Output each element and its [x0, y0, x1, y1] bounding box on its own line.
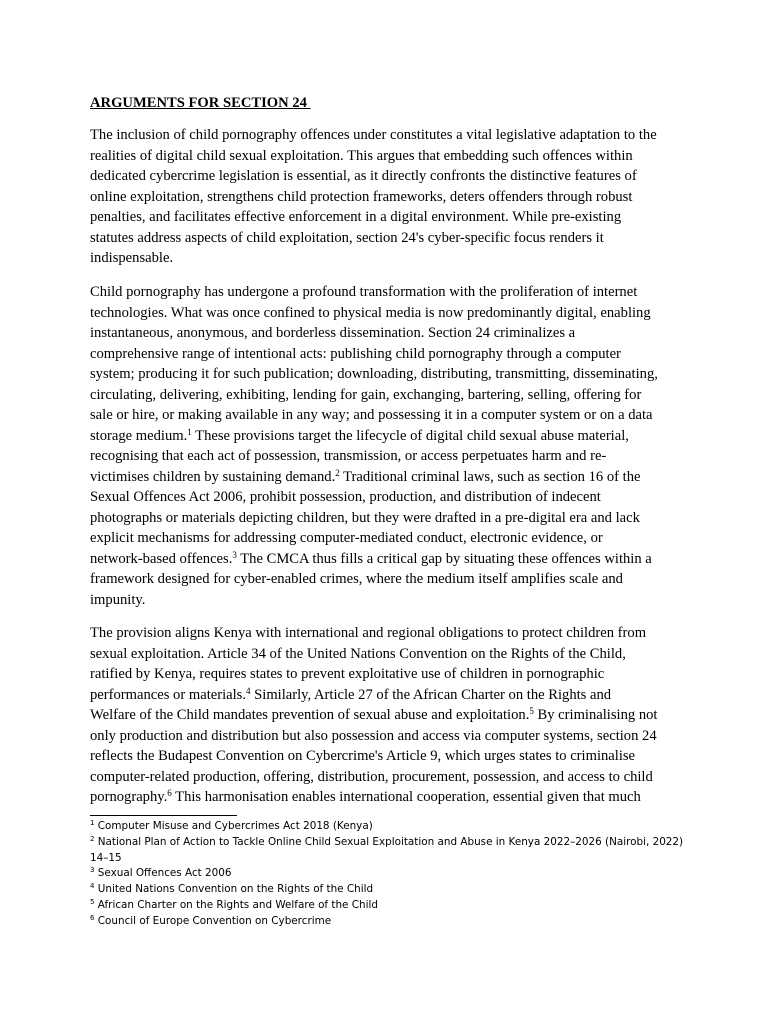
text-run: Welfare of the Child mandates prevention of sexual abuse and exploitation. — [90, 707, 530, 723]
text-line: recognising that each act of possession, transmission, or access perpetuates harm and re- — [90, 448, 607, 464]
text-line: Child pornography has undergone a profound transformation with the proliferation of internet — [90, 284, 638, 300]
text-run: These provisions target the lifecycle of digital child sexual abuse material, — [191, 427, 629, 444]
text-line — [90, 549, 690, 570]
text-line: ratified by Kenya, requires states to prevent exploitative use of children in pornographic — [90, 666, 605, 682]
text-line: online exploitation, strengthens child protection frameworks, deters offenders through robust — [90, 188, 633, 205]
text-run: storage medium. — [90, 427, 188, 444]
footnote-6 — [90, 914, 690, 930]
text-line — [90, 685, 690, 706]
text-run: victimises children by sustaining demand. — [90, 468, 336, 485]
footnote-2 — [90, 835, 690, 851]
text-line: indispensable. — [90, 250, 174, 266]
text-line: The inclusion of child pornography offences under constitutes a vital legislative adaptation to the — [90, 127, 657, 143]
footnote-ref[interactable]: 6 — [167, 788, 172, 798]
text-line: technologies. What was once confined to physical media is now predominantly digital, enabling — [90, 304, 651, 321]
footnote-ref[interactable]: 1 — [187, 426, 192, 437]
text-line: system; producing it for such publication; downloading, distributing, transmitting, disseminating, — [90, 366, 658, 382]
footnote-ref[interactable]: 5 — [529, 706, 534, 716]
footnote-number: 4 — [90, 882, 95, 891]
text-line: circulating, delivering, exhibiting, lending for gain, exchanging, bartering, selling, offering for — [90, 386, 642, 403]
footnote-text: United Nations Convention on the Rights of the Child — [97, 883, 374, 896]
footnote-text: African Charter on the Rights and Welfare of the Child — [97, 898, 378, 911]
footnote-number: 1 — [90, 819, 95, 827]
text-line: explicit mechanisms for addressing computer-mediated conduct, electronic evidence, or — [90, 530, 603, 546]
text-run: The CMCA thus fills a critical gap by situating these offences within a — [236, 550, 652, 567]
text-line: realities of digital child sexual exploitation. This argues that embedding such offences within — [90, 147, 633, 164]
footnote-number: 3 — [90, 866, 95, 875]
footnote-2-continued: 14–15 — [90, 851, 122, 864]
paragraph-international-obligations — [90, 623, 690, 808]
text-run: By criminalising not — [533, 707, 658, 723]
footnote-separator — [90, 815, 237, 816]
footnote-text: National Plan of Action to Tackle Online Child Sexual Exploitation and Abuse in Kenya 2022–2026 (Nairobi, 2022) — [97, 835, 684, 848]
text-run: Similarly, Article 27 of the African Charter on the Rights and — [250, 686, 612, 703]
footnote-number: 2 — [90, 834, 95, 843]
footnotes — [90, 819, 690, 930]
text-line: computer-related production, offering, distribution, procurement, possession, and access to child — [90, 768, 653, 785]
text-line: dedicated cybercrime legislation is essential, as it directly confronts the distinctive features of — [90, 168, 637, 184]
text-line: statutes address aspects of child exploitation, section 24's cyber-specific focus renders it — [90, 229, 604, 246]
footnote-number: 6 — [90, 913, 95, 922]
section-heading: ARGUMENTS FOR SECTION 24 — [90, 95, 311, 111]
text-line: impunity. — [90, 591, 146, 608]
text-line: penalties, and facilitates effective enforcement in a digital environment. While pre-existing — [90, 209, 622, 225]
footnote-text: Sexual Offences Act 2006 — [97, 867, 232, 880]
text-line — [90, 426, 690, 447]
footnote-3 — [90, 866, 690, 882]
footnote-text: Council of Europe Convention on Cybercrime — [97, 914, 332, 927]
paragraph-intro — [90, 125, 690, 269]
text-run: Traditional criminal laws, such as section 16 of the — [339, 468, 641, 485]
text-run: pornography. — [90, 789, 168, 805]
text-line: sexual exploitation. Article 34 of the United Nations Convention on the Rights of the Child, — [90, 645, 626, 662]
footnote-number: 5 — [90, 897, 95, 906]
text-line — [90, 705, 690, 726]
footnote-ref[interactable]: 2 — [335, 467, 340, 478]
footnote-ref[interactable]: 4 — [246, 685, 251, 696]
text-line — [90, 467, 690, 488]
footnote-text: Computer Misuse and Cybercrimes Act 2018 (Kenya) — [97, 820, 373, 832]
text-line: sale or hire, or making available in any way; and possessing it in a computer system or on a data — [90, 407, 653, 423]
text-line: comprehensive range of intentional acts: publishing child pornography through a computer — [90, 345, 621, 362]
footnote-4 — [90, 882, 690, 898]
text-line: reflects the Budapest Convention on Cybercrime's Article 9, which urges states to criminalise — [90, 748, 636, 764]
text-line: instantaneous, anonymous, and borderless dissemination. Section 24 criminalizes a — [90, 325, 576, 341]
text-line: Sexual Offences Act 2006, prohibit possession, production, and distribution of indecent — [90, 489, 601, 505]
text-line: only production and distribution but also possession and access via computer systems, section 24 — [90, 727, 657, 744]
footnote-5 — [90, 898, 690, 914]
text-line: framework designed for cyber-enabled crimes, where the medium itself amplifies scale and — [90, 571, 623, 587]
paragraph-digital-transformation — [90, 282, 690, 610]
text-run: performances or materials. — [90, 686, 246, 703]
text-line: photographs or materials depicting children, but they were drafted in a pre-digital era and lack — [90, 509, 640, 526]
text-run: network-based offences. — [90, 550, 233, 567]
text-line: The provision aligns Kenya with international and regional obligations to protect children from — [90, 625, 647, 641]
text-run: This harmonisation enables international cooperation, essential given that much — [171, 789, 641, 805]
footnote-1 — [90, 819, 690, 835]
text-line — [90, 787, 690, 808]
footnote-ref[interactable]: 3 — [232, 549, 237, 560]
